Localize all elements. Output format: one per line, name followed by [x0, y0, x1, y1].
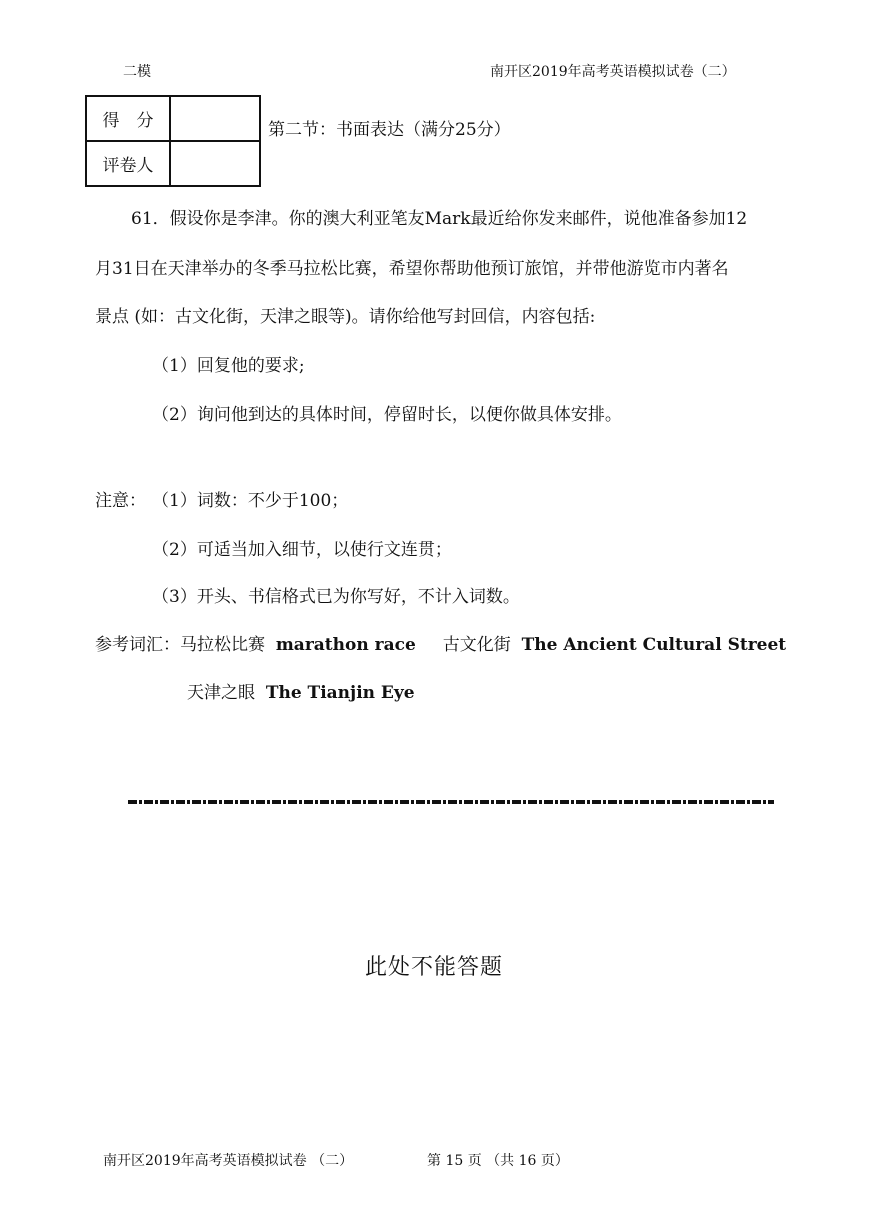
- no-answer-notice: 此处不能答题: [365, 955, 504, 980]
- footer-page-number: 第 15 页 （共 16 页）: [427, 1153, 569, 1169]
- section-title: 第二节：书面表达（满分25分）: [268, 120, 511, 140]
- vocab-row-1: [95, 630, 786, 655]
- notes-label: 注意：: [95, 491, 146, 511]
- vocab-eye-en: The Tianjin Eye: [265, 683, 415, 703]
- score-box: [85, 95, 261, 187]
- header-left: 二模: [123, 64, 151, 80]
- header-title: 南开区2019年高考英语模拟试卷（二）: [490, 64, 736, 80]
- note-2: （2）可适当加入细节，以使行文连贯；: [152, 540, 452, 560]
- prompt-line-3: 景点 (如：古文化街，天津之眼等)。请你给他写封回信，内容包括:: [95, 307, 596, 327]
- vocab-marathon-cn: 马拉松比赛: [180, 635, 265, 655]
- prompt-item-1: （1）回复他的要求;: [152, 356, 305, 376]
- prompt-item-2: （2）询问他到达的具体时间，停留时长，以便你做具体安排。: [152, 405, 622, 425]
- vocab-label: 参考词汇：: [95, 635, 180, 655]
- note-3: （3）开头、书信格式已为你写好，不计入词数。: [152, 587, 520, 607]
- vocab-row-2: [187, 678, 415, 703]
- vocab-street-en: The Ancient Cultural Street: [521, 635, 787, 655]
- prompt-line-2: 月31日在天津举办的冬季马拉松比赛，希望你帮助他预订旅馆，并带他游览市内著名: [95, 259, 729, 279]
- footer-title: 南开区2019年高考英语模拟试卷 （二）: [103, 1153, 354, 1169]
- note-1: （1）词数：不少于100；: [152, 491, 349, 511]
- grader-label: 评卷人: [86, 141, 170, 186]
- vocab-eye-cn: 天津之眼: [187, 683, 255, 703]
- cut-line-divider: [128, 800, 774, 804]
- score-field[interactable]: [170, 96, 260, 141]
- vocab-marathon-en: marathon race: [275, 635, 416, 655]
- grader-field[interactable]: [170, 141, 260, 186]
- score-label: 得 分: [86, 96, 170, 141]
- vocab-street-cn: 古文化街: [442, 635, 511, 655]
- prompt-line-1: 61．假设你是李津。你的澳大利亚笔友Mark最近给你发来邮件，说他准备参加12: [131, 209, 748, 229]
